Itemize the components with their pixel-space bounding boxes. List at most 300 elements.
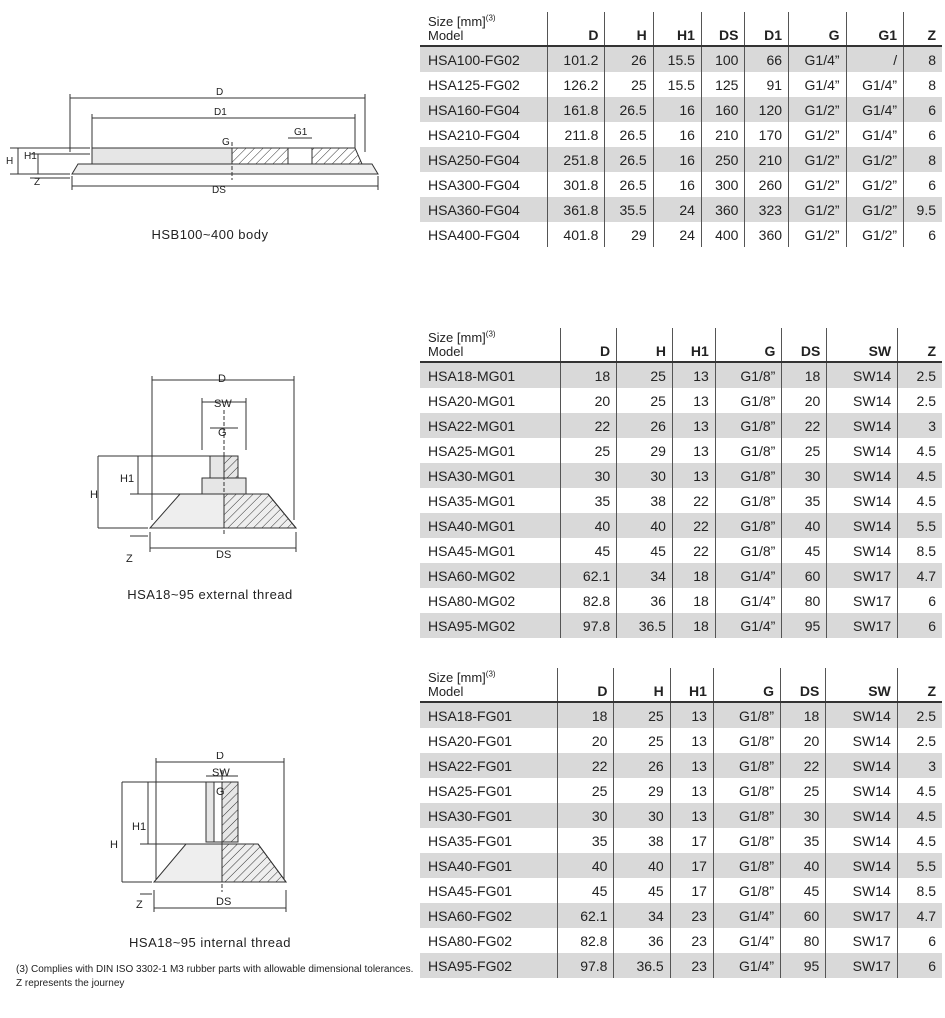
value-cell: 6 [897, 928, 942, 953]
value-cell: 13 [672, 463, 715, 488]
value-cell: 22 [672, 513, 715, 538]
value-cell: G1/4” [789, 72, 847, 97]
value-cell: 80 [781, 928, 826, 953]
value-cell: 6 [904, 122, 942, 147]
table-row [420, 702, 942, 728]
int-label-sw: SW [212, 767, 230, 779]
model-cell: HSA40-FG01 [420, 853, 558, 878]
value-cell: 82.8 [561, 588, 617, 613]
value-cell: 36.5 [617, 613, 673, 638]
ext-spec-table [420, 328, 942, 638]
table-row [420, 928, 942, 953]
value-cell: 2.5 [897, 702, 942, 728]
value-cell: 22 [781, 753, 826, 778]
column-header: Z [898, 328, 942, 362]
model-cell: HSA18-MG01 [420, 362, 561, 388]
value-cell: 95 [781, 953, 826, 978]
value-cell: 8.5 [897, 878, 942, 903]
table-row [420, 513, 942, 538]
value-cell: 16 [653, 122, 701, 147]
hsb-label-h1: H1 [24, 151, 37, 162]
column-header: G [789, 12, 847, 46]
value-cell: 400 [701, 222, 745, 247]
value-cell: G1/2” [846, 147, 904, 172]
hsb-label-g: G [222, 137, 230, 148]
value-cell: 40 [561, 513, 617, 538]
value-cell: G1/8” [715, 538, 782, 563]
value-cell: 26.5 [605, 147, 653, 172]
value-cell: 45 [782, 538, 827, 563]
table-row [420, 72, 942, 97]
value-cell: 210 [745, 147, 789, 172]
value-cell: 22 [672, 538, 715, 563]
value-cell: 45 [561, 538, 617, 563]
value-cell: 18 [558, 702, 614, 728]
value-cell: 8 [904, 72, 942, 97]
model-cell: HSA25-FG01 [428, 782, 513, 799]
value-cell: G1/4” [715, 613, 782, 638]
value-cell: SW17 [826, 903, 897, 928]
table-row [420, 953, 942, 978]
table-row [420, 222, 942, 247]
hsb-label-d1: D1 [214, 107, 227, 118]
value-cell: 82.8 [558, 928, 614, 953]
value-cell: 35 [782, 488, 827, 513]
value-cell: 18 [672, 613, 715, 638]
value-cell: G1/4” [715, 588, 782, 613]
table-row [420, 197, 942, 222]
value-cell: 25 [561, 438, 617, 463]
value-cell: 126.2 [547, 72, 605, 97]
value-cell: SW14 [827, 538, 898, 563]
column-header: H [614, 668, 670, 702]
value-cell: 5.5 [897, 853, 942, 878]
value-cell: 17 [670, 878, 713, 903]
int-label-ds: DS [216, 896, 232, 908]
table-row [420, 438, 942, 463]
value-cell: 13 [670, 778, 713, 803]
value-cell: 23 [670, 903, 713, 928]
value-cell: SW14 [827, 388, 898, 413]
table-row [420, 147, 942, 172]
value-cell: 5.5 [898, 513, 942, 538]
value-cell: 210 [701, 122, 745, 147]
table-row [420, 362, 942, 388]
table-row [420, 488, 942, 513]
ext-label-h1: H1 [120, 473, 135, 485]
value-cell: G1/8” [715, 513, 782, 538]
value-cell: 80 [782, 588, 827, 613]
model-cell: HSA35-FG01 [428, 832, 513, 849]
value-cell: G1/4” [713, 903, 780, 928]
hsb-body-drawing [0, 80, 400, 200]
model-cell: HSA400-FG04 [428, 226, 520, 243]
value-cell: G1/2” [789, 147, 847, 172]
model-label: Model [428, 684, 464, 700]
model-cell: HSA160-FG04 [420, 97, 547, 122]
value-cell: SW14 [827, 513, 898, 538]
value-cell: 13 [672, 362, 715, 388]
value-cell: 91 [745, 72, 789, 97]
table-row [420, 122, 942, 147]
value-cell: G1/8” [715, 463, 782, 488]
value-cell: 40 [781, 853, 826, 878]
value-cell: G1/2” [789, 197, 847, 222]
model-cell: HSA22-MG01 [420, 413, 561, 438]
model-cell: HSA125-FG02 [428, 76, 520, 93]
value-cell: 35.5 [605, 197, 653, 222]
footnote: (3) Complies with DIN ISO 3302-1 M3 rubber parts with allowable dimensional tolerances. Z represents the journey [16, 964, 414, 989]
value-cell: 97.8 [558, 953, 614, 978]
model-label: Model [428, 344, 464, 360]
table-row [420, 388, 942, 413]
value-cell: 6 [904, 222, 942, 247]
value-cell: 20 [561, 388, 617, 413]
value-cell: 97.8 [561, 613, 617, 638]
value-cell: SW14 [827, 463, 898, 488]
value-cell: 300 [701, 172, 745, 197]
value-cell: 26.5 [605, 97, 653, 122]
column-header: H [617, 328, 673, 362]
model-cell: HSA20-FG01 [428, 732, 513, 749]
model-cell: HSA25-MG01 [428, 442, 516, 459]
value-cell: G1/4” [715, 563, 782, 588]
value-cell: 38 [617, 488, 673, 513]
value-cell: 2.5 [898, 388, 942, 413]
value-cell: 251.8 [547, 147, 605, 172]
model-cell: HSA80-MG02 [428, 592, 516, 609]
model-cell: HSA40-MG01 [420, 513, 561, 538]
value-cell: 401.8 [547, 222, 605, 247]
value-cell: G1/2” [789, 172, 847, 197]
column-header: G1 [846, 12, 904, 46]
value-cell: SW17 [827, 588, 898, 613]
table-row [420, 778, 942, 803]
int-caption: HSA18~95 internal thread [129, 935, 291, 950]
value-cell: 15.5 [653, 46, 701, 72]
value-cell: SW17 [827, 563, 898, 588]
value-cell: G1/8” [713, 878, 780, 903]
value-cell: 30 [781, 803, 826, 828]
size-model-header [420, 668, 558, 702]
value-cell: 4.7 [898, 563, 942, 588]
int-thread-drawing [100, 752, 320, 922]
value-cell: 26 [614, 753, 670, 778]
value-cell: 161.8 [547, 97, 605, 122]
value-cell: 13 [672, 438, 715, 463]
value-cell: 8 [904, 147, 942, 172]
value-cell: 30 [614, 803, 670, 828]
model-cell: HSA20-MG01 [428, 392, 516, 409]
value-cell: 45 [558, 878, 614, 903]
value-cell: G1/8” [715, 438, 782, 463]
value-cell: G1/4” [789, 46, 847, 72]
table-header-row [420, 12, 942, 46]
table-row [420, 878, 942, 903]
value-cell: 40 [558, 853, 614, 878]
model-cell: HSA95-FG02 [420, 953, 558, 978]
value-cell: 30 [617, 463, 673, 488]
value-cell: G1/4” [713, 953, 780, 978]
table-row [420, 97, 942, 122]
value-cell: 22 [558, 753, 614, 778]
value-cell: SW14 [826, 828, 897, 853]
column-header: DS [701, 12, 745, 46]
value-cell: 35 [558, 828, 614, 853]
value-cell: G1/8” [713, 702, 780, 728]
value-cell: 8.5 [898, 538, 942, 563]
value-cell: 4.5 [897, 828, 942, 853]
value-cell: 4.5 [897, 778, 942, 803]
value-cell: 34 [614, 903, 670, 928]
value-cell: 45 [617, 538, 673, 563]
value-cell: 62.1 [561, 563, 617, 588]
value-cell: G1/8” [715, 413, 782, 438]
model-cell: HSA210-FG04 [428, 126, 520, 143]
model-cell: HSA18-FG01 [420, 702, 558, 728]
model-cell: HSA300-FG04 [428, 176, 520, 193]
value-cell: 13 [670, 753, 713, 778]
hsb-label-ds: DS [212, 185, 226, 196]
value-cell: 25 [614, 728, 670, 753]
value-cell: 25 [617, 362, 673, 388]
value-cell: 9.5 [904, 197, 942, 222]
value-cell: 4.7 [897, 903, 942, 928]
value-cell: 34 [617, 563, 673, 588]
int-label-h: H [110, 839, 118, 851]
value-cell: 360 [745, 222, 789, 247]
value-cell: 36 [617, 588, 673, 613]
table-row [420, 728, 942, 753]
ext-label-h: H [90, 489, 98, 501]
value-cell: 62.1 [558, 903, 614, 928]
value-cell: SW14 [826, 878, 897, 903]
value-cell: 45 [781, 878, 826, 903]
model-cell: HSA35-MG01 [428, 492, 516, 509]
model-cell: HSA100-FG02 [420, 46, 547, 72]
value-cell: SW14 [826, 753, 897, 778]
value-cell: 18 [672, 563, 715, 588]
ext-label-sw: SW [214, 398, 232, 410]
value-cell: 160 [701, 97, 745, 122]
table-row [420, 853, 942, 878]
model-cell: HSA250-FG04 [420, 147, 547, 172]
value-cell: 36.5 [614, 953, 670, 978]
value-cell: 120 [745, 97, 789, 122]
value-cell: 6 [904, 97, 942, 122]
table-row [420, 463, 942, 488]
model-cell: HSA60-MG02 [420, 563, 561, 588]
value-cell: SW14 [826, 853, 897, 878]
value-cell: 20 [782, 388, 827, 413]
value-cell: 22 [782, 413, 827, 438]
value-cell: 40 [614, 853, 670, 878]
size-label: Size [mm]$^{(3)}$ [428, 14, 496, 30]
table-row [420, 828, 942, 853]
ext-label-z: Z [126, 553, 133, 565]
value-cell: 250 [701, 147, 745, 172]
value-cell: 29 [605, 222, 653, 247]
model-cell: HSA80-FG02 [428, 932, 513, 949]
value-cell: 4.5 [897, 803, 942, 828]
value-cell: 13 [672, 388, 715, 413]
value-cell: G1/8” [713, 803, 780, 828]
value-cell: G1/2” [846, 172, 904, 197]
table-row [420, 613, 942, 638]
value-cell: 40 [782, 513, 827, 538]
value-cell: 4.5 [898, 463, 942, 488]
value-cell: 24 [653, 222, 701, 247]
value-cell: 170 [745, 122, 789, 147]
value-cell: 25 [781, 778, 826, 803]
value-cell: 23 [670, 953, 713, 978]
column-header: SW [827, 328, 898, 362]
value-cell: 125 [701, 72, 745, 97]
ext-thread-drawing [80, 370, 340, 570]
value-cell: 60 [781, 903, 826, 928]
model-cell: HSA95-MG02 [420, 613, 561, 638]
value-cell: 35 [781, 828, 826, 853]
column-header: D1 [745, 12, 789, 46]
value-cell: 24 [653, 197, 701, 222]
value-cell: 6 [898, 613, 942, 638]
value-cell: 361.8 [547, 197, 605, 222]
value-cell: G1/4” [846, 122, 904, 147]
table-row [420, 803, 942, 828]
int-spec-table [420, 668, 942, 978]
value-cell: 20 [558, 728, 614, 753]
value-cell: 25 [558, 778, 614, 803]
value-cell: 6 [904, 172, 942, 197]
value-cell: 15.5 [653, 72, 701, 97]
column-header: D [561, 328, 617, 362]
value-cell: 211.8 [547, 122, 605, 147]
value-cell: G1/2” [846, 222, 904, 247]
value-cell: 29 [617, 438, 673, 463]
value-cell: G1/2” [789, 122, 847, 147]
column-header: H1 [653, 12, 701, 46]
value-cell: 2.5 [898, 362, 942, 388]
value-cell: SW14 [827, 413, 898, 438]
ext-caption: HSA18~95 external thread [127, 587, 293, 602]
value-cell: 30 [558, 803, 614, 828]
value-cell: / [846, 46, 904, 72]
column-header: D [558, 668, 614, 702]
value-cell: 25 [617, 388, 673, 413]
hsb-caption: HSB100~400 body [151, 227, 269, 242]
value-cell: G1/8” [715, 388, 782, 413]
ext-label-ds: DS [216, 549, 232, 561]
value-cell: SW17 [826, 928, 897, 953]
value-cell: 30 [561, 463, 617, 488]
int-label-d: D [216, 752, 224, 762]
model-cell: HSA30-FG01 [420, 803, 558, 828]
table-row [420, 172, 942, 197]
value-cell: 25 [605, 72, 653, 97]
table-row [420, 753, 942, 778]
value-cell: 13 [670, 702, 713, 728]
value-cell: SW17 [826, 953, 897, 978]
value-cell: 22 [561, 413, 617, 438]
table-row [420, 903, 942, 928]
value-cell: SW14 [826, 702, 897, 728]
value-cell: G1/8” [715, 362, 782, 388]
value-cell: 323 [745, 197, 789, 222]
value-cell: 35 [561, 488, 617, 513]
value-cell: SW14 [827, 438, 898, 463]
value-cell: 45 [614, 878, 670, 903]
size-label: Size [mm]$^{(3)}$ [428, 670, 496, 686]
value-cell: G1/8” [713, 828, 780, 853]
table-header-row [420, 328, 942, 362]
column-header: SW [826, 668, 897, 702]
model-cell: HSA360-FG04 [420, 197, 547, 222]
value-cell: 23 [670, 928, 713, 953]
column-header: G [713, 668, 780, 702]
value-cell: 26.5 [605, 122, 653, 147]
hsb-label-d: D [216, 87, 224, 98]
table-row [420, 413, 942, 438]
value-cell: 18 [561, 362, 617, 388]
hsb-label-h: H [6, 156, 14, 167]
value-cell: 4.5 [898, 438, 942, 463]
value-cell: G1/8” [713, 853, 780, 878]
model-cell: HSA45-MG01 [428, 542, 516, 559]
value-cell: 66 [745, 46, 789, 72]
value-cell: 8 [904, 46, 942, 72]
value-cell: G1/2” [846, 197, 904, 222]
value-cell: 13 [672, 413, 715, 438]
value-cell: 16 [653, 97, 701, 122]
table-row [420, 563, 942, 588]
value-cell: 16 [653, 147, 701, 172]
int-label-g: G [216, 786, 225, 798]
value-cell: 3 [898, 413, 942, 438]
int-label-h1: H1 [132, 821, 147, 833]
value-cell: SW14 [826, 728, 897, 753]
value-cell: 22 [672, 488, 715, 513]
hsb-spec-table [420, 12, 942, 247]
value-cell: G1/2” [789, 97, 847, 122]
value-cell: 17 [670, 853, 713, 878]
value-cell: 360 [701, 197, 745, 222]
column-header: H1 [670, 668, 713, 702]
size-label: Size [mm]$^{(3)}$ [428, 330, 496, 346]
model-label: Model [428, 28, 464, 44]
value-cell: G1/8” [713, 753, 780, 778]
value-cell: 25 [614, 702, 670, 728]
value-cell: 301.8 [547, 172, 605, 197]
value-cell: G1/2” [789, 222, 847, 247]
value-cell: G1/4” [846, 72, 904, 97]
ext-label-g: G [218, 427, 227, 439]
table-row [420, 46, 942, 72]
ext-label-d: D [218, 373, 226, 385]
value-cell: 20 [781, 728, 826, 753]
value-cell: 13 [670, 728, 713, 753]
column-header: G [715, 328, 782, 362]
column-header: H [605, 12, 653, 46]
value-cell: 26.5 [605, 172, 653, 197]
value-cell: 95 [782, 613, 827, 638]
value-cell: SW14 [827, 488, 898, 513]
value-cell: 36 [614, 928, 670, 953]
column-header: D [547, 12, 605, 46]
value-cell: 38 [614, 828, 670, 853]
size-model-header [420, 12, 547, 46]
value-cell: 29 [614, 778, 670, 803]
value-cell: 6 [898, 588, 942, 613]
